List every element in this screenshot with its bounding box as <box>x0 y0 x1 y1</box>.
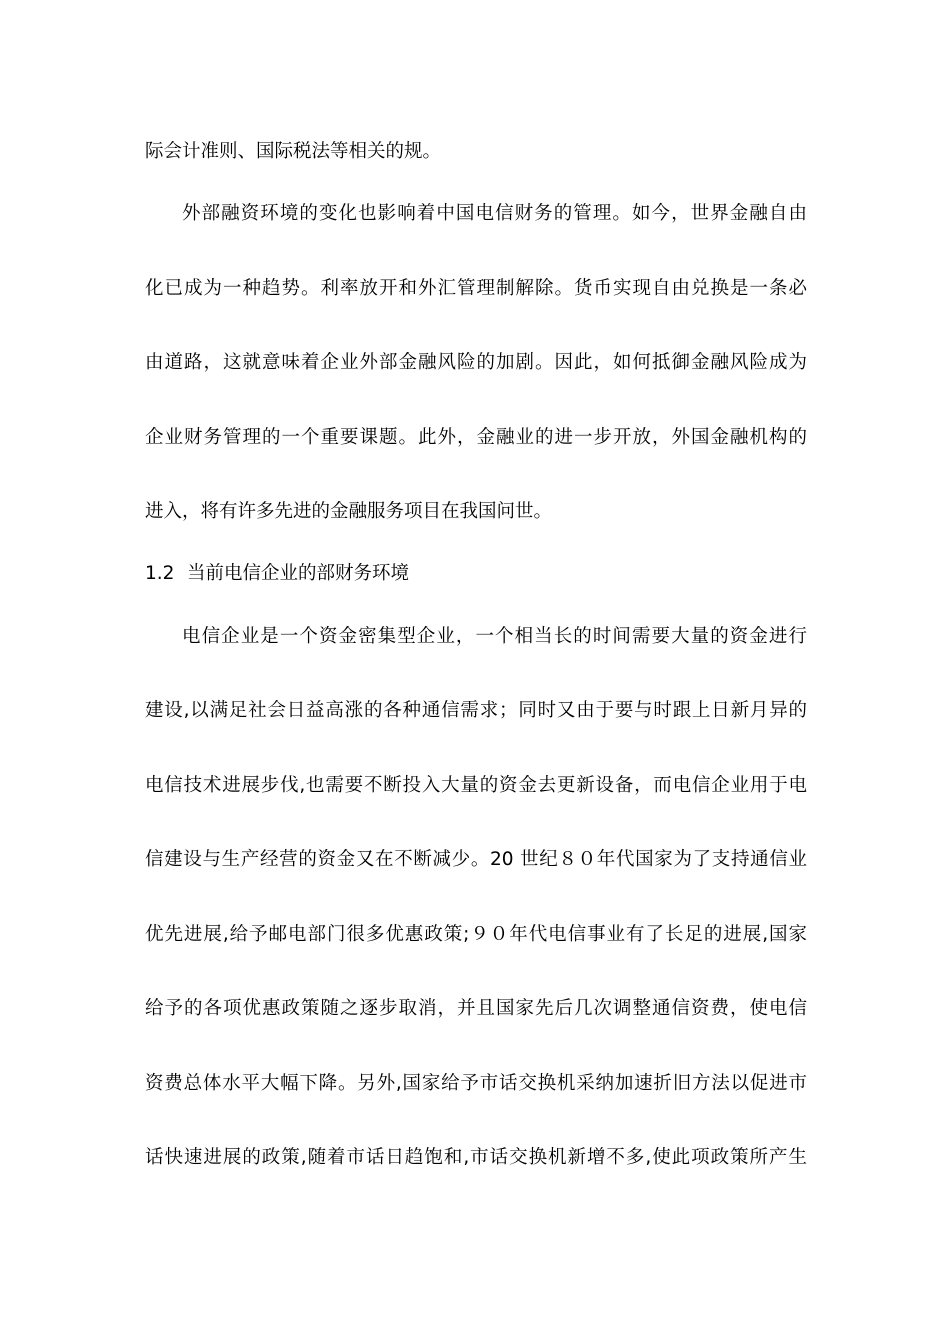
paragraph-line: 资费总体水平大幅下降。另外,国家给予市话交换机采纳加速折旧方法以促进市 <box>145 1073 807 1094</box>
paragraph-line: 化已成为一种趋势。利率放开和外汇管理制解除。货币实现自由兑换是一条必 <box>145 278 807 299</box>
paragraph-line: 话快速进展的政策,随着市话日趋饱和,市话交换机新增不多,使此项政策所产生 <box>145 1147 807 1168</box>
section-title: 当前电信企业的部财务环境 <box>187 563 410 584</box>
paragraph-line: 进入，将有许多先进的金融服务项目在我国问世。 <box>145 501 553 522</box>
paragraph-line: 外部融资环境的变化也影响着中国电信财务的管理。如今，世界金融自由 <box>182 203 807 224</box>
paragraph-line: 电信企业是一个资金密集型企业，一个相当长的时间需要大量的资金进行 <box>182 626 807 647</box>
paragraph-line: 际会计准则、国际税法等相关的规。 <box>145 141 442 162</box>
paragraph-line: 优先进展,给予邮电部门很多优惠政策;９０年代电信事业有了长足的进展,国家 <box>145 924 807 945</box>
paragraph-line: 给予的各项优惠政策随之逐步取消，并且国家先后几次调整通信资费，使电信 <box>145 998 807 1019</box>
section-heading <box>145 561 409 587</box>
paragraph-line: 由道路，这就意味着企业外部金融风险的加剧。因此，如何抵御金融风险成为 <box>145 352 807 373</box>
paragraph-line: 建设,以满足社会日益高涨的各种通信需求；同时又由于要与时跟上日新月异的 <box>145 700 807 721</box>
paragraph-line: 信建设与生产经营的资金又在不断减少。20 世纪８０年代国家为了支持通信业 <box>145 849 807 870</box>
paragraph-line: 企业财务管理的一个重要课题。此外，金融业的进一步开放，外国金融机构的 <box>145 427 807 448</box>
paragraph-line: 电信技术进展步伐,也需要不断投入大量的资金去更新设备，而电信企业用于电 <box>145 775 807 796</box>
section-number: 1.2 <box>145 563 175 584</box>
